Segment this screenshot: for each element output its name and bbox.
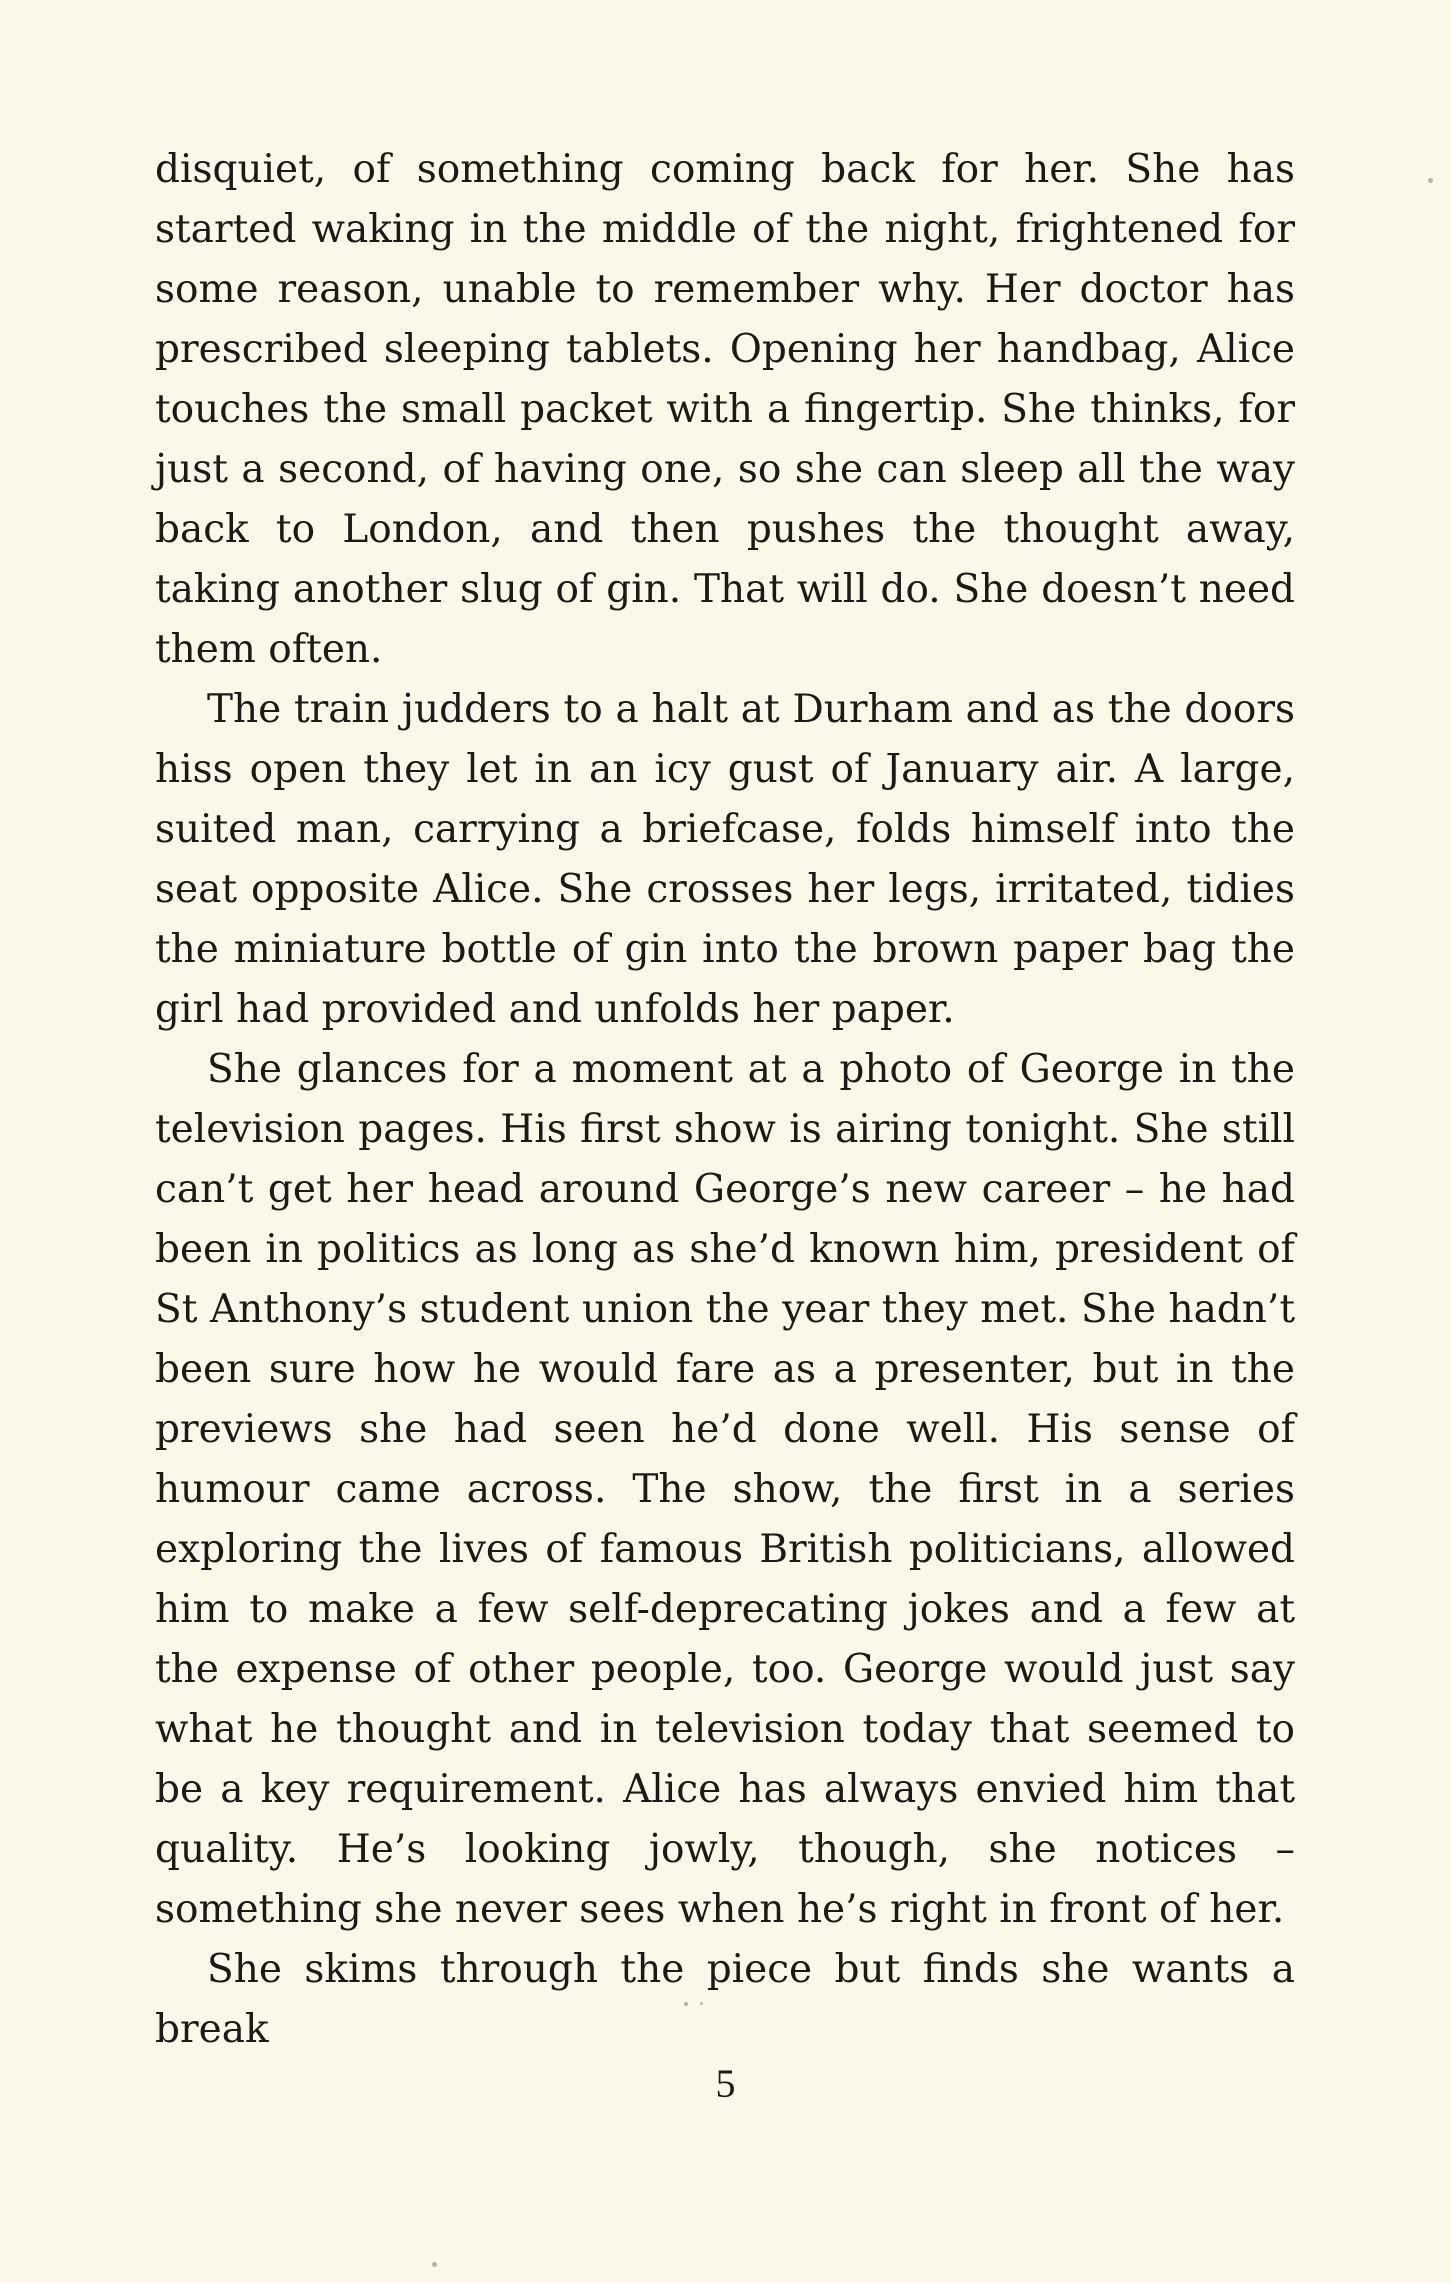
paper-speck	[700, 2002, 703, 2005]
paper-speck	[684, 2002, 688, 2006]
paragraph-2: The train judders to a halt at Durham and as the doors hiss open they let in an icy gust of January air. A large, suited man, carrying a briefcase, folds himself into the seat opposite Alice. She crosses her legs, irritated, tidies the miniature bottle of gin into the brown paper bag the girl had provided and unfolds her paper.	[155, 687, 1295, 1032]
paragraph-3: She glances for a moment at a photo of George in the television pages. His first show is airing tonight. She still can’t get her head around George’s new career – he had been in politics as long as she’d known him, president of St Anthony’s student union the year they met. She hadn’t been sure how he would fare as a presenter, but in the previews she had seen he’d done well. His sense of humour came across. The show, the first in a series exploring the lives of famous British politicians, allowed him to make a few self-deprecating jokes and a few at the expense of other people, too. George would just say what he thought and in television today that seemed to be a key requirement. Alice has always envied him that quality. He’s looking jowly, though, she notices – something she never sees when he’s right in front of her.	[155, 1047, 1295, 1932]
paper-speck	[432, 2262, 437, 2267]
page-number: 5	[715, 2061, 736, 2106]
paper-speck	[1428, 178, 1433, 183]
body-text	[155, 140, 1295, 2060]
paragraph-4: She skims through the piece but finds she wants a break	[155, 1947, 1295, 2052]
paragraph-1: disquiet, of something coming back for her. She has started waking in the middle of the night, frightened for some reason, unable to remember why. Her doctor has prescribed sleeping tablets. Opening her handbag, Alice touches the small packet with a fingertip. She thinks, for just a second, of having one, so she can sleep all the way back to London, and then pushes the thought away, taking another slug of gin. That will do. She doesn’t need them often.	[155, 147, 1295, 672]
